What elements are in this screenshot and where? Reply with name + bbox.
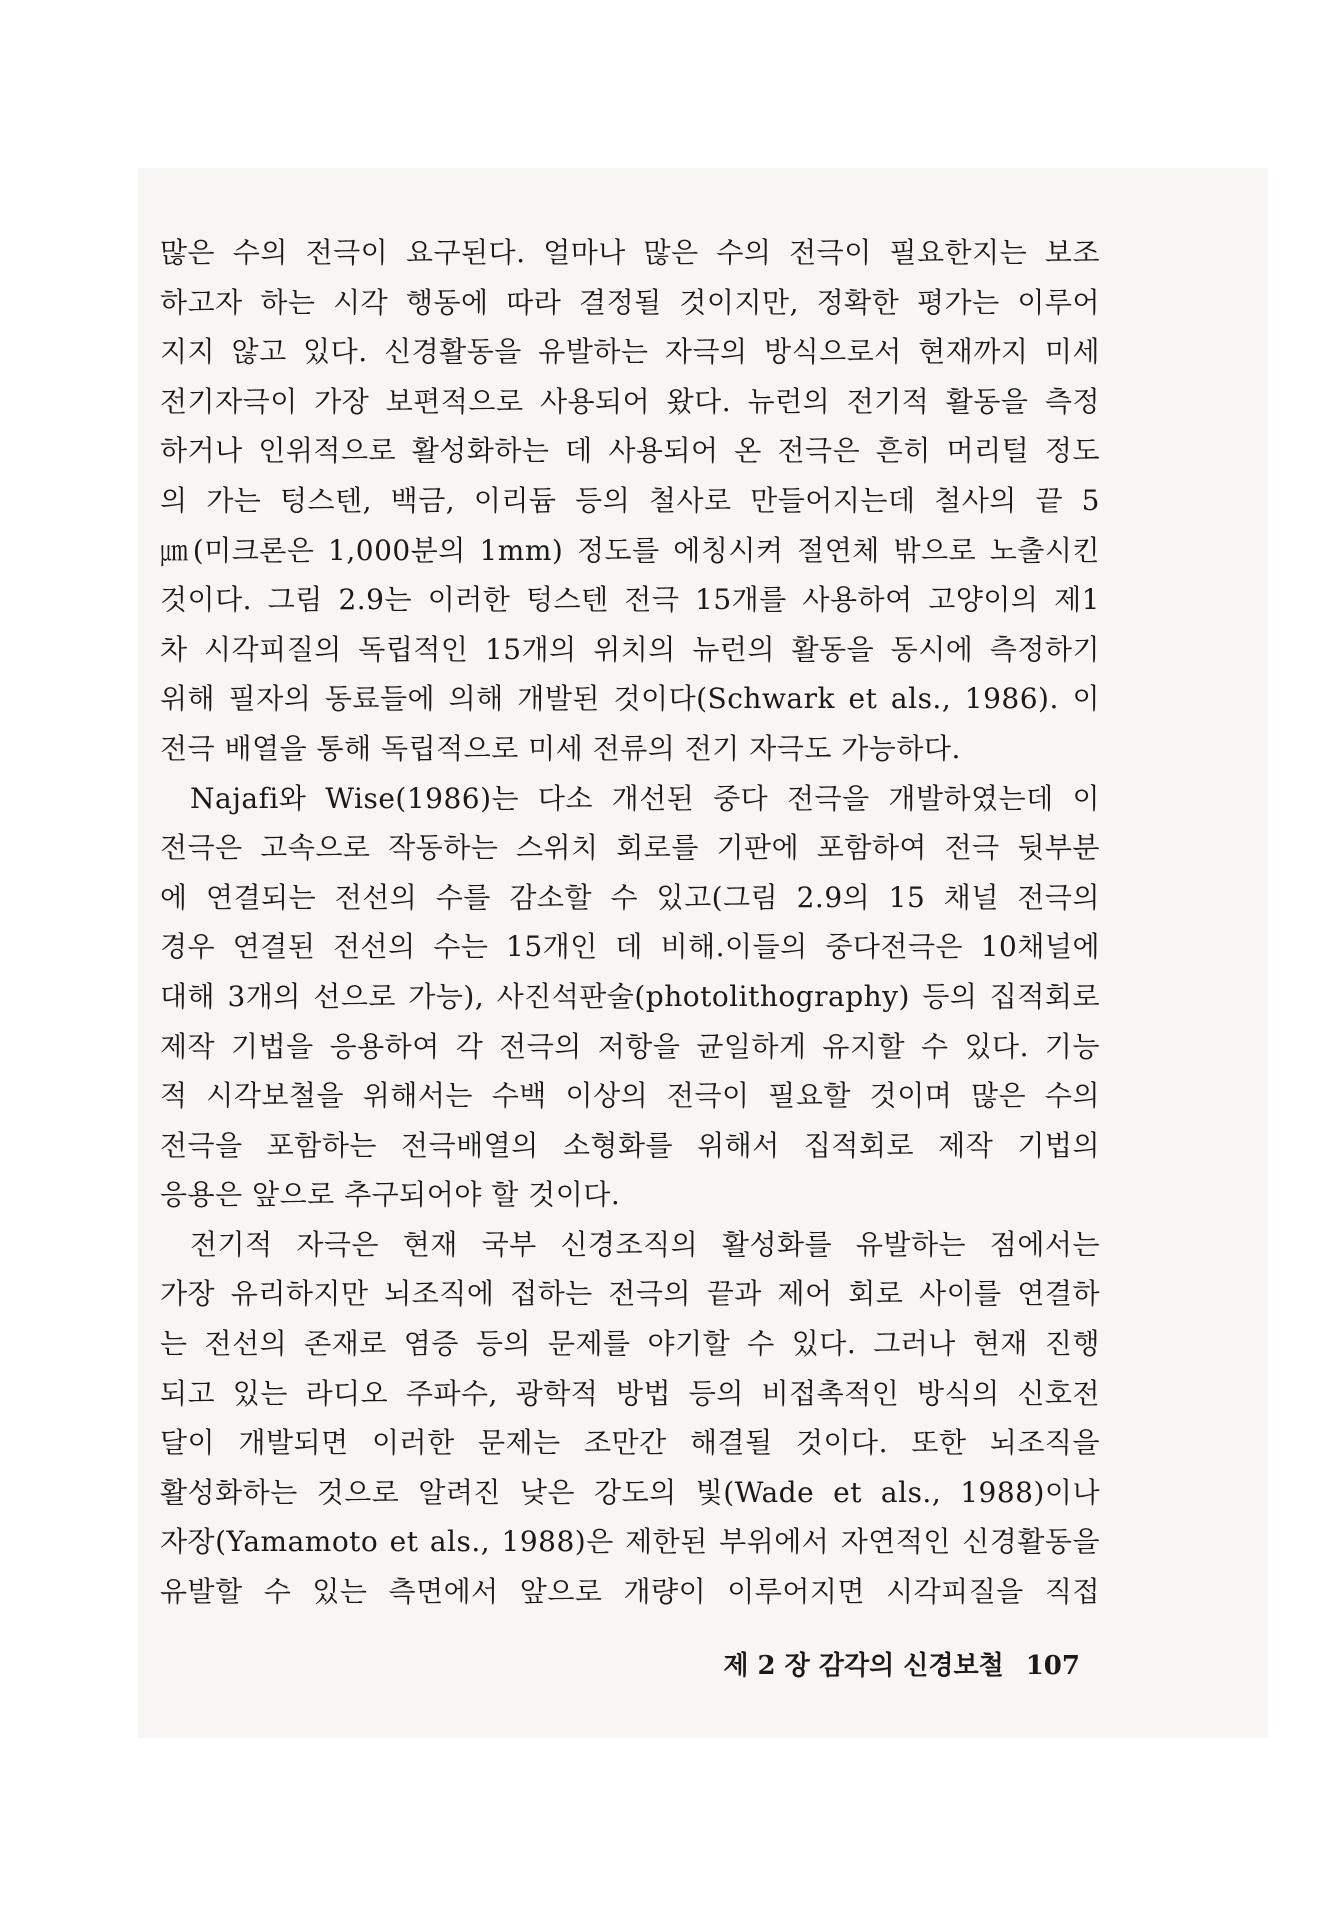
body-text <box>160 228 1100 1617</box>
text-line: 전기자극이 가장 보편적으로 사용되어 왔다. 뉴런의 전기적 활동을 측정 <box>160 384 1100 418</box>
text-line: 지지 않고 있다. 신경활동을 유발하는 자극의 방식으로서 현재까지 미세 <box>160 335 1100 369</box>
text-line: 대해 3개의 선으로 가능), 사진석판술(photolithography) 등의 집적회로 <box>160 979 1100 1013</box>
text-line: Najafi와 Wise(1986)는 다소 개선된 중다 전극을 개발하였는데 이 <box>190 781 1100 815</box>
text-line: 것이다. 그림 2.9는 이러한 텅스텐 전극 15개를 사용하여 고양이의 제1 <box>160 583 1100 617</box>
page-footer <box>712 1646 1080 1686</box>
text-line: 차 시각피질의 독립적인 15개의 위치의 뉴런의 활동을 동시에 측정하기 <box>160 632 1100 666</box>
text-line: 유발할 수 있는 측면에서 앞으로 개량이 이루어지면 시각피질을 직접 <box>160 1575 1100 1609</box>
text-line: 의 가는 텅스텐, 백금, 이리듐 등의 철사로 만들어지는데 철사의 끝 5 <box>160 483 1100 517</box>
text-line: 달이 개발되면 이러한 문제는 조만간 해결될 것이다. 또한 뇌조직을 <box>160 1426 1100 1460</box>
page-number: 107 <box>1025 1651 1080 1681</box>
text-line: 전극 배열을 통해 독립적으로 미세 전류의 전기 자극도 가능하다. <box>160 731 961 765</box>
text-line: ㎛(미크론은 1,000분의 1mm) 정도를 에칭시켜 절연체 밖으로 노출시킨 <box>160 533 1100 567</box>
text-line: 제작 기법을 응용하여 각 전극의 저항을 균일하게 유지할 수 있다. 기능 <box>160 1029 1100 1063</box>
text-line: 많은 수의 전극이 요구된다. 얼마나 많은 수의 전극이 필요한지는 보조 <box>160 236 1100 269</box>
text-line: 에 연결되는 전선의 수를 감소할 수 있고(그림 2.9의 15 채널 전극의 <box>160 880 1100 914</box>
text-line: 위해 필자의 동료들에 의해 개발된 것이다(Schwark et als., 1986). 이 <box>160 682 1100 716</box>
text-line: 가장 유리하지만 뇌조직에 접하는 전극의 끝과 제어 회로 사이를 연결하 <box>160 1277 1100 1311</box>
text-line: 하고자 하는 시각 행동에 따라 결정될 것이지만, 정확한 평가는 이루어 <box>160 285 1100 319</box>
text-line: 응용은 앞으로 추구되어야 할 것이다. <box>160 1178 621 1212</box>
text-line: 자장(Yamamoto et als., 1988)은 제한된 부위에서 자연적인 신경활동을 <box>160 1525 1100 1559</box>
text-line: 활성화하는 것으로 알려진 낮은 강도의 빛(Wade et als., 1988)이나 <box>160 1475 1100 1509</box>
text-line: 전기적 자극은 현재 국부 신경조직의 활성화를 유발하는 점에서는 <box>190 1227 1100 1261</box>
text-line: 는 전선의 존재로 염증 등의 문제를 야기할 수 있다. 그러나 현재 진행 <box>160 1327 1100 1361</box>
text-line: 전극은 고속으로 작동하는 스위치 회로를 기판에 포함하여 전극 뒷부분 <box>160 831 1100 865</box>
text-line: 경우 연결된 전선의 수는 15개인 데 비해.이들의 중다전극은 10채널에 <box>160 930 1100 964</box>
chapter-title: 제 2 장 감각의 신경보철 <box>723 1651 1004 1681</box>
text-line: 되고 있는 라디오 주파수, 광학적 방법 등의 비접촉적인 방식의 신호전 <box>160 1376 1100 1410</box>
text-line: 적 시각보철을 위해서는 수백 이상의 전극이 필요할 것이며 많은 수의 <box>160 1079 1100 1113</box>
text-line: 전극을 포함하는 전극배열의 소형화를 위해서 집적회로 제작 기법의 <box>160 1128 1100 1162</box>
text-line: 하거나 인위적으로 활성화하는 데 사용되어 온 전극은 흔히 머리털 정도 <box>160 434 1100 468</box>
